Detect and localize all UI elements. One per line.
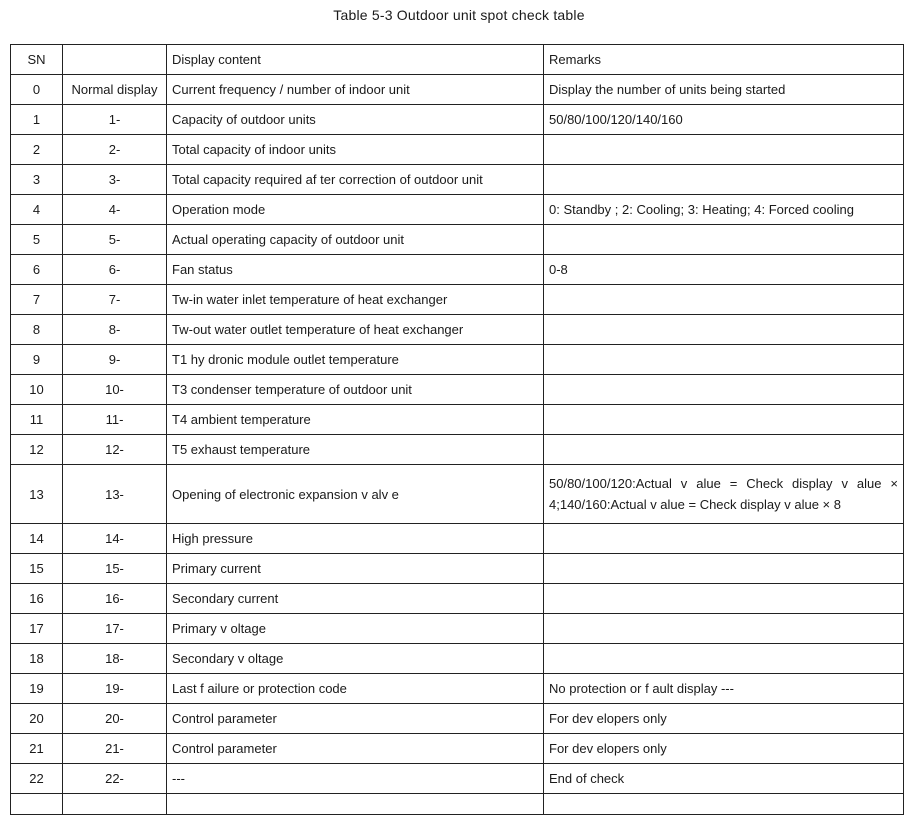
header-remarks: Remarks — [544, 45, 904, 75]
cell-sn: 10 — [11, 375, 63, 405]
table-row — [11, 405, 904, 435]
cell-content: Operation mode — [167, 195, 544, 225]
cell-sn: 5 — [11, 225, 63, 255]
cell-sn: 12 — [11, 435, 63, 465]
table-row — [11, 435, 904, 465]
cell-sn: 15 — [11, 554, 63, 584]
table-row — [11, 465, 904, 524]
cell-remarks — [544, 465, 904, 524]
cell-sn: 16 — [11, 584, 63, 614]
cell-content: Control parameter — [167, 734, 544, 764]
cell-remarks — [544, 405, 904, 435]
table-row — [11, 764, 904, 794]
header-sn: SN — [11, 45, 63, 75]
cell-remarks — [544, 375, 904, 405]
cell-content: High pressure — [167, 524, 544, 554]
cell-remarks — [544, 135, 904, 165]
table-row — [11, 255, 904, 285]
cell-display: 17- — [63, 614, 167, 644]
cell-sn: 11 — [11, 405, 63, 435]
table-row — [11, 704, 904, 734]
header-display-content: Display content — [167, 45, 544, 75]
cell-remarks — [544, 644, 904, 674]
cell-sn: 22 — [11, 764, 63, 794]
cell-remarks — [544, 315, 904, 345]
cell-content: Tw-in water inlet temperature of heat exchanger — [167, 285, 544, 315]
cell-display: 19- — [63, 674, 167, 704]
cell-sn: 2 — [11, 135, 63, 165]
table-row — [11, 75, 904, 105]
cell-remarks — [544, 225, 904, 255]
cell-remarks: 0-8 — [544, 255, 904, 285]
cell-display: 22- — [63, 764, 167, 794]
cell-remarks — [544, 524, 904, 554]
cell-display: 18- — [63, 644, 167, 674]
table-row — [11, 614, 904, 644]
cell-remarks: 0: Standby ; 2: Cooling; 3: Heating; 4: Forced cooling — [544, 195, 904, 225]
cell-display: Normal display — [63, 75, 167, 105]
cell-content: Primary current — [167, 554, 544, 584]
cell-content: T1 hy dronic module outlet temperature — [167, 345, 544, 375]
cell-display: 1- — [63, 105, 167, 135]
cell-display: 6- — [63, 255, 167, 285]
cell-sn: 1 — [11, 105, 63, 135]
table-row — [11, 225, 904, 255]
cell-remarks — [544, 165, 904, 195]
cell-sn: 7 — [11, 285, 63, 315]
table-row — [11, 644, 904, 674]
cell-content: Actual operating capacity of outdoor unit — [167, 225, 544, 255]
cell-display: 16- — [63, 584, 167, 614]
table-row — [11, 524, 904, 554]
cell-sn: 9 — [11, 345, 63, 375]
table-row — [11, 734, 904, 764]
cell-content: --- — [167, 764, 544, 794]
table-row — [11, 554, 904, 584]
table-row — [11, 674, 904, 704]
cell-sn: 20 — [11, 704, 63, 734]
header-display — [63, 45, 167, 75]
cell-display: 20- — [63, 704, 167, 734]
table-row — [11, 105, 904, 135]
cell-sn: 0 — [11, 75, 63, 105]
cell-display: 11- — [63, 405, 167, 435]
cell-display: 3- — [63, 165, 167, 195]
cell-content: Capacity of outdoor units — [167, 105, 544, 135]
cell-content: Total capacity of indoor units — [167, 135, 544, 165]
cell-content: Control parameter — [167, 704, 544, 734]
cell-remarks: For dev elopers only — [544, 734, 904, 764]
cell-content: Tw-out water outlet temperature of heat exchanger — [167, 315, 544, 345]
table-row — [11, 584, 904, 614]
cell-sn: 18 — [11, 644, 63, 674]
cell-display: 10- — [63, 375, 167, 405]
table-row — [11, 315, 904, 345]
cell-sn: 17 — [11, 614, 63, 644]
table-row — [11, 285, 904, 315]
cell-remarks: Display the number of units being started — [544, 75, 904, 105]
cell-content: Opening of electronic expansion v alv e — [167, 465, 544, 524]
cell-remarks: No protection or f ault display --- — [544, 674, 904, 704]
cell-content: Secondary current — [167, 584, 544, 614]
cell-content: Current frequency / number of indoor unit — [167, 75, 544, 105]
cell-display: 21- — [63, 734, 167, 764]
cell-content: T5 exhaust temperature — [167, 435, 544, 465]
table-row — [11, 165, 904, 195]
cell-remarks: For dev elopers only — [544, 704, 904, 734]
cell-sn: 3 — [11, 165, 63, 195]
cell-display: 8- — [63, 315, 167, 345]
cell-remarks: 50/80/100/120/140/160 — [544, 105, 904, 135]
table-title: Table 5-3 Outdoor unit spot check table — [333, 7, 585, 23]
cell-sn: 21 — [11, 734, 63, 764]
cell-content: T4 ambient temperature — [167, 405, 544, 435]
cell-content: Primary v oltage — [167, 614, 544, 644]
cell-content: Last f ailure or protection code — [167, 674, 544, 704]
cell-display: 5- — [63, 225, 167, 255]
cell-content: Secondary v oltage — [167, 644, 544, 674]
cell-remarks — [544, 435, 904, 465]
table-header-row — [11, 45, 904, 75]
cell-remarks — [544, 614, 904, 644]
cell-remarks — [544, 345, 904, 375]
cell-sn: 8 — [11, 315, 63, 345]
table-row — [11, 375, 904, 405]
cell-sn: 13 — [11, 465, 63, 524]
cell-remarks — [544, 554, 904, 584]
cell-display: 9- — [63, 345, 167, 375]
cell-display: 4- — [63, 195, 167, 225]
cell-display: 15- — [63, 554, 167, 584]
cell-sn: 14 — [11, 524, 63, 554]
cell-display: 2- — [63, 135, 167, 165]
table-row — [11, 135, 904, 165]
table-row — [11, 345, 904, 375]
remarks-line-1: 50/80/100/120:Actual v alue = Check display v alue × — [549, 476, 898, 491]
cell-content: Total capacity required af ter correction of outdoor unit — [167, 165, 544, 195]
cell-remarks: End of check — [544, 764, 904, 794]
cell-display: 14- — [63, 524, 167, 554]
cell-content: Fan status — [167, 255, 544, 285]
cell-sn: 4 — [11, 195, 63, 225]
remarks-line-2: 4;140/160:Actual v alue = Check display v alue × 8 — [549, 497, 841, 512]
cell-remarks — [544, 584, 904, 614]
cell-display: 7- — [63, 285, 167, 315]
table-row-partial — [11, 794, 904, 815]
cell-content: T3 condenser temperature of outdoor unit — [167, 375, 544, 405]
table-row — [11, 195, 904, 225]
cell-sn: 6 — [11, 255, 63, 285]
cell-display: 13- — [63, 465, 167, 524]
cell-remarks — [544, 285, 904, 315]
cell-display: 12- — [63, 435, 167, 465]
spot-check-table — [10, 44, 904, 815]
cell-sn: 19 — [11, 674, 63, 704]
